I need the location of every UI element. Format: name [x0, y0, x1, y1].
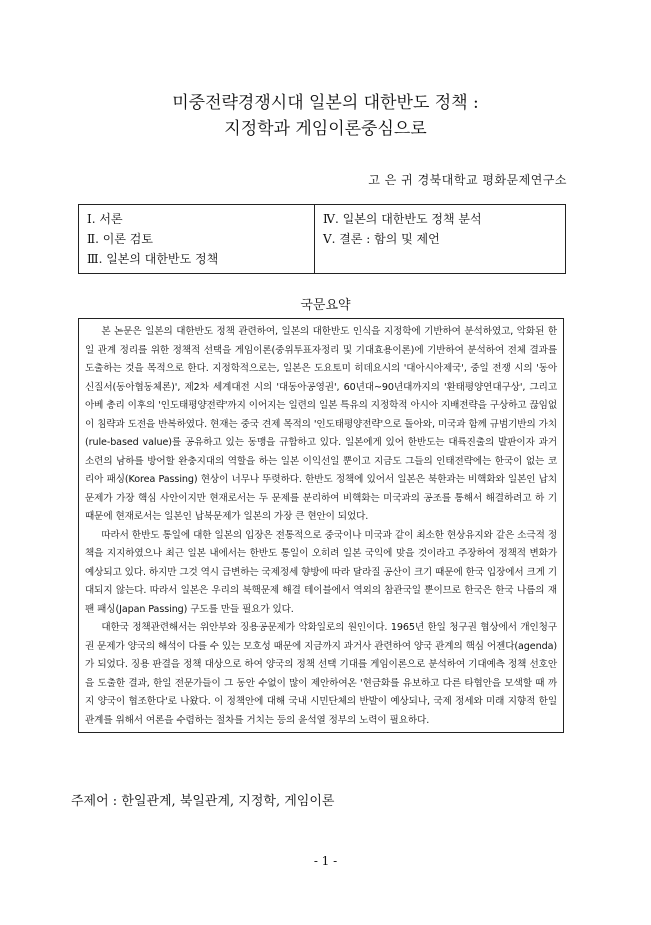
page-number: - 1 - — [313, 854, 338, 868]
abstract-paragraph: 본 논문은 일본의 대한반도 정책 관련하여, 일본의 대한반도 인식을 지정학에 기반하여 분석하였고, 악화된 한일 관계 정리를 위한 정책적 선택을 게임이론(중위투표자정리 및 기대효용이론)에 기반하여 분석하여 전체 결과를 도출하는 것을 목적으로 한다. 지정학적으로는, 일본은 도요토미 히데요시의 '대아시아제국', 중일 전쟁 시의 '동아신질서(동아협동체론)', 제2차 세계대전 시의 '대동아공영권', 60년대~90년대까지의 '환태평양연대구상', 그리고 아베 총리 이후의 '인도태평양전략'까지 이어지는 일련의 일본 특유의 지정학적 아시아 지배전략을 구상하고 끊임없이 침략과 도전을 반복하였다. 현재는 중국 견제 목적의 '인도태평양전략'으로 돌아와, 미국과 함께 규범기반의 가치(rule-based value)를 공유하고 있는 동맹을 규합하고 있다. 일본에게 있어 한반도는 대륙진출의 발판이자 과거 소련의 남하를 방어할 완충지대의 역할을 하는 일본 이익선일 뿐이고 지금도 그들의 인태전략에는 한국이 없는 코리아 패싱(Korea Passing) 현상이 너무나 뚜렷하다. 한반도 정책에 있어서 일본은 북한과는 비핵화와 일본인 납치문제가 가장 핵심 사안이지만 현재로서는 두 문제를 분리하여 비핵화는 미국과의 공조를 통해서 해결하려고 하 기 때문에 현재로서는 일본인 납북문제가 일본의 가장 큰 현안이 되었다. — [85, 326, 557, 522]
toc-left-column — [79, 205, 315, 273]
table-of-contents — [78, 204, 566, 274]
paper-title-line-1: 미중전략경쟁시대 일본의 대한반도 정책 : — [172, 93, 479, 113]
toc-item: Ⅰ. 서론 — [87, 212, 123, 226]
abstract-paragraph: 대한국 정책관련해서는 위안부와 징용공문제가 악화일로의 원인이다. 1965년 한일 청구권 협상에서 개인청구권 문제가 양국의 해석이 다를 수 있는 모호성 때문에 지금까지 과거사 관련하여 양국 관계의 핵심 어젠다(agenda)가 되었다. 징용 판결을 정책 대상으로 하여 양국의 정책 선택 기대를 게임이론으로 분석하여 기대예측 정책 선호안을 도출한 결과, 한일 전문가들이 그 동안 수없이 많이 제안하여온 '현금화를 유보하고 다른 타협안을 모색할 때 까지 양국이 협조한다'로 나왔다. 이 정책안에 대해 국내 시민단체의 반발이 예상되나, 국제 정세와 미래 지향적 한일 관계를 위해서 여론을 수렴하는 절차를 거치는 등의 윤석열 정부의 노력이 필요하다. — [85, 622, 557, 726]
abstract-paragraph: 따라서 한반도 통일에 대한 일본의 입장은 전통적으로 중국이나 미국과 같이 최소한 현상유지와 같은 소극적 정책을 지지하였으나 최근 일본 내에서는 한반도 통일이 오히려 일본 국익에 맞을 것이라고 주장하여 정책적 변화가 예상되고 있다. 하지만 그것 역시 급변하는 국제정세 향방에 따라 달라질 공산이 크기 때문에 한국 입장에서 크게 기대되지 않는다. 따라서 일본은 우리의 북핵문제 해결 테이블에서 역외의 참관국일 뿐이므로 한국은 한국 나름의 재팬 패싱(Japan Passing) 구도를 만들 필요가 있다. — [85, 529, 557, 615]
abstract-heading: 국문요약 — [300, 298, 351, 313]
paper-title-line-2: 지정학과 게임이론중심으로 — [224, 119, 427, 139]
abstract-box — [78, 318, 564, 733]
author-affiliation: 고 은 귀 경북대학교 평화문제연구소 — [368, 173, 567, 187]
toc-item: Ⅳ. 일본의 대한반도 정책 분석 — [323, 212, 482, 226]
keywords-line: 주제어 : 한일관계, 북일관계, 지정학, 게임이론 — [71, 794, 335, 809]
toc-item: Ⅱ. 이론 검토 — [87, 232, 153, 246]
toc-right-column — [315, 205, 565, 273]
toc-item: Ⅴ. 결론 : 함의 및 제언 — [323, 232, 440, 246]
toc-item: Ⅲ. 일본의 대한반도 정책 — [87, 252, 219, 266]
